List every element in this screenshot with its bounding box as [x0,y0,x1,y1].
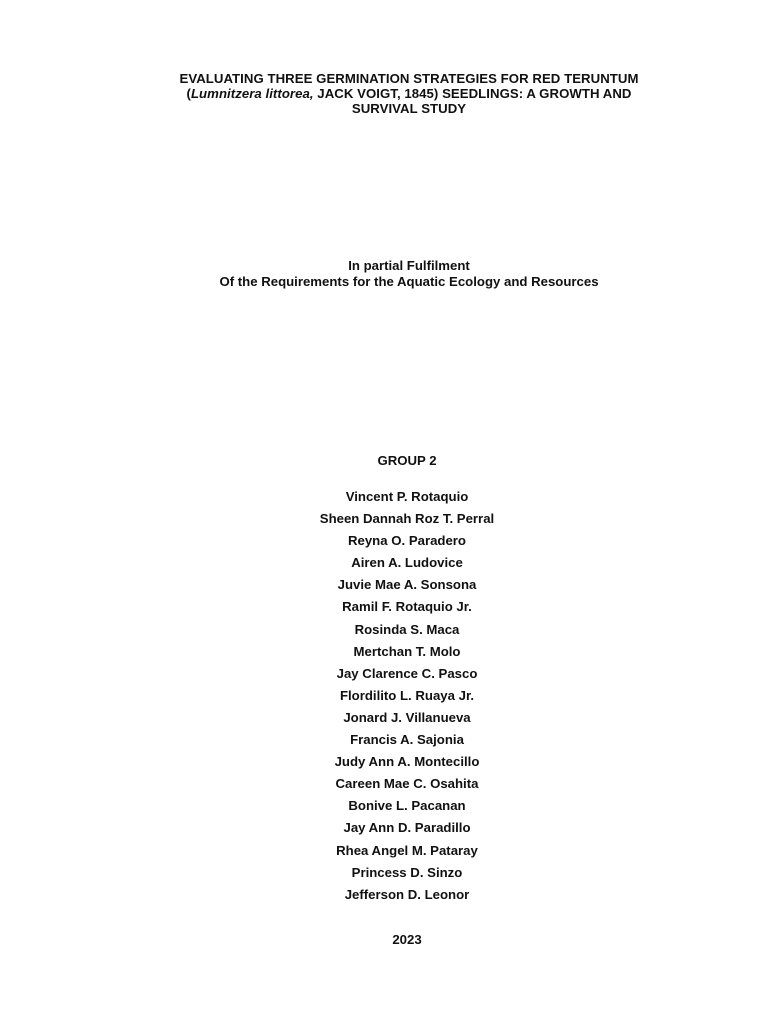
species-name: Lumnitzera littorea, [190,86,314,101]
member-name: Francis A. Sajonia [350,732,464,748]
member-name: Jefferson D. Leonor [344,886,470,902]
member-name: Mertchan T. Molo [353,643,461,659]
member-name: Juvie Mae A. Sonsona [337,577,477,593]
submission-year: 2023 [392,932,422,947]
title-line-1: EVALUATING THREE GERMINATION STRATEGIES FOR RED TERUNTUM [179,71,639,86]
member-name: Careen Mae C. Osahita [335,776,479,792]
title-open-paren: ( [186,86,191,101]
title-line-2-rest: JACK VOIGT, 1845) SEEDLINGS: A GROWTH AND [313,86,632,101]
member-name: Rhea Angel M. Pataray [336,842,478,858]
member-name: Jonard J. Villanueva [343,709,471,725]
member-name: Ramil F. Rotaquio Jr. [342,599,472,615]
member-list [100,489,714,909]
member-name: Rosinda S. Maca [354,621,460,637]
member-name: Flordilito L. Ruaya Jr. [339,687,475,703]
member-name: Princess D. Sinzo [351,864,463,880]
member-name: Airen A. Ludovice [351,555,463,571]
member-name: Reyna O. Paradero [347,533,466,549]
member-name: Jay Clarence C. Pasco [336,665,478,681]
fulfilment-statement [100,258,718,289]
member-name: Jay Ann D. Paradillo [343,820,471,836]
fulfilment-line-1: In partial Fulfilment [348,258,470,273]
title-line-2 [100,86,718,101]
member-name: Judy Ann A. Montecillo [334,754,480,770]
member-name: Bonive L. Pacanan [348,798,466,814]
member-name: Sheen Dannah Roz T. Perral [319,511,495,527]
group-label: GROUP 2 [377,453,437,468]
title-line-3: SURVIVAL STUDY [351,101,467,116]
thesis-title [100,71,718,116]
fulfilment-line-2: Of the Requirements for the Aquatic Ecology and Resources [219,273,599,289]
member-name: Vincent P. Rotaquio [345,489,469,504]
